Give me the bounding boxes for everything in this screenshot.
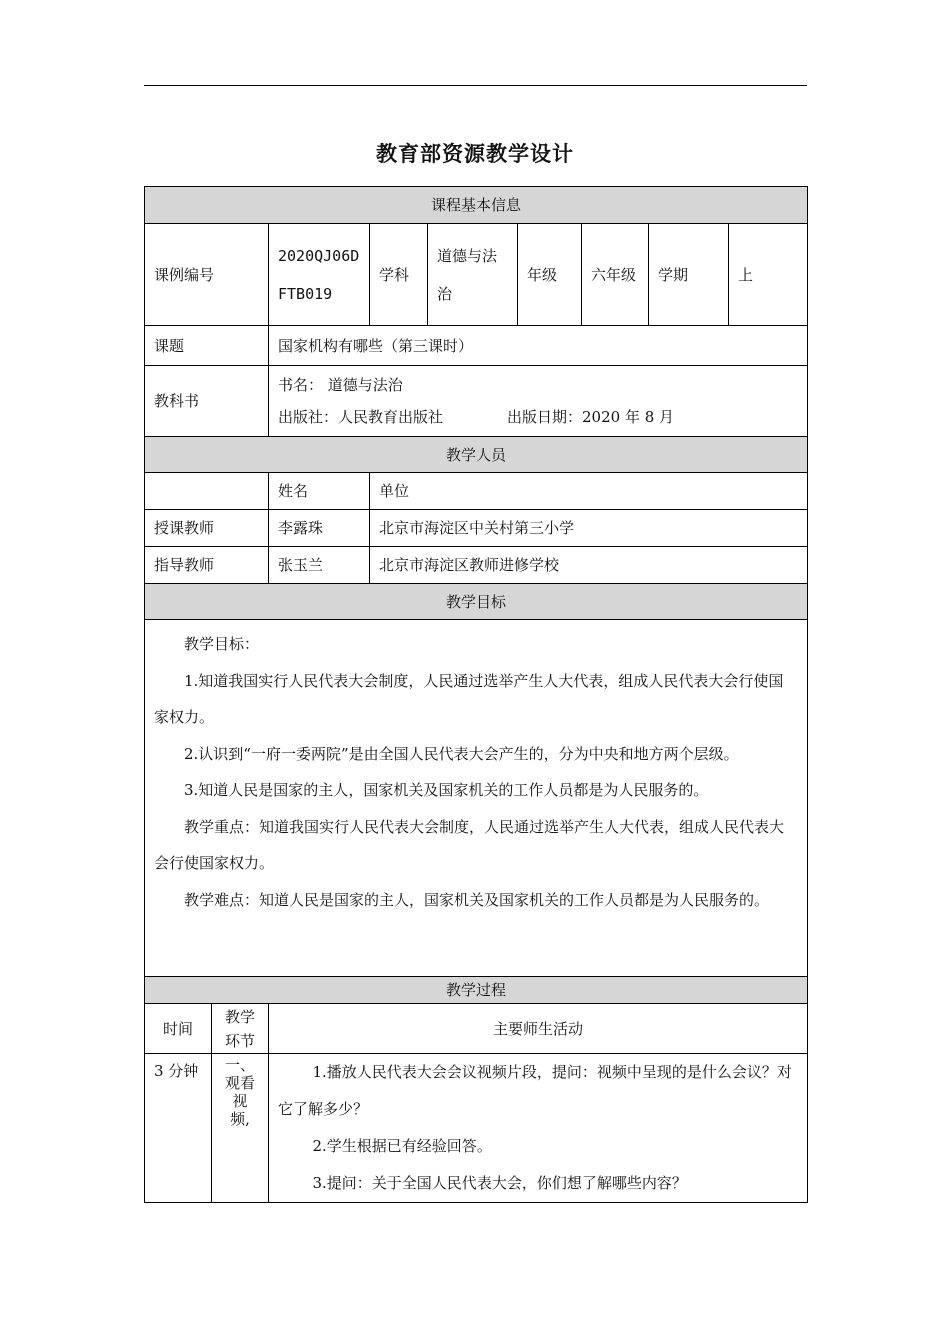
staff-name-header: 姓名 [269, 473, 370, 510]
process-activities [269, 1054, 808, 1203]
term-label: 学期 [649, 224, 729, 326]
textbook-label: 教科书 [145, 366, 269, 437]
lesson-plan-table [144, 186, 808, 1203]
difficulty: 教学难点：知道人民是国家的主人，国家机关及国家机关的工作人员都是为人民服务的。 [184, 890, 770, 909]
stage-line: 频, [230, 1110, 250, 1128]
header-rule [144, 85, 807, 86]
topic-value: 国家机构有哪些（第三课时） [269, 326, 808, 366]
process-stage [212, 1054, 269, 1203]
activity-item: 3.提问：关于全国人民代表大会，你们想了解哪些内容？ [312, 1174, 687, 1192]
document-title: 教育部资源教学设计 [376, 141, 574, 166]
activity-header: 主要师生活动 [269, 1004, 808, 1054]
term-value: 上 [729, 224, 808, 326]
staff-empty-header [145, 473, 269, 510]
grade-value: 六年级 [582, 224, 649, 326]
case-no-value [269, 224, 370, 326]
process-time: 3 分钟 [145, 1054, 212, 1203]
activity-item: 2.学生根据已有经验回答。 [312, 1137, 492, 1155]
key-point: 教学重点：知道我国实行人民代表大会制度，人民通过选举产生人大代表，组成人民代表大会行使国家权力。 [154, 817, 785, 872]
activity-item: 1.播放人民代表大会会议视频片段，提问：视频中呈现的是什么会议？对它了解多少？ [278, 1063, 792, 1118]
staff-role: 指导教师 [145, 547, 269, 584]
goal-item: 3.知道人民是国家的主人，国家机关及国家机关的工作人员都是为人民服务的。 [184, 781, 709, 799]
staff-unit: 北京市海淀区中关村第三小学 [370, 510, 808, 547]
staff-row [145, 547, 808, 584]
stage-header-line-2: 环节 [224, 1031, 255, 1050]
subject-label: 学科 [370, 224, 428, 326]
goal-item: 1.知道我国实行人民代表大会制度，人民通过选举产生人大代表，组成人民代表大会行使国家权力。 [154, 671, 784, 726]
stage-line: 视 [232, 1092, 248, 1110]
case-no-line-1: 2020QJ06D [278, 246, 360, 265]
staff-role: 授课教师 [145, 510, 269, 547]
subject-line-1: 道德与法 [437, 246, 498, 265]
publisher: 出版社：人民教育出版社 [278, 408, 444, 426]
time-header: 时间 [145, 1004, 212, 1054]
case-no-label: 课例编号 [145, 224, 269, 326]
stage-line: 一、 [224, 1056, 255, 1074]
goal-item: 2.认识到“一府一委两院”是由全国人民代表大会产生的，分为中央和地方两个层级。 [184, 744, 739, 763]
staff-name: 李露珠 [269, 510, 370, 547]
stage-header [212, 1004, 269, 1054]
section-staff: 教学人员 [145, 437, 808, 473]
publish-date: 出版日期：2020 年 8 月 [507, 408, 675, 426]
stage-header-line-1: 教学 [224, 1007, 255, 1026]
textbook-info [269, 366, 808, 437]
case-no-line-2: FTB019 [278, 284, 333, 303]
stage-line: 观看 [224, 1074, 255, 1092]
staff-name: 张玉兰 [269, 547, 370, 584]
staff-unit-header: 单位 [370, 473, 808, 510]
grade-label: 年级 [518, 224, 582, 326]
topic-label: 课题 [145, 326, 269, 366]
section-goals: 教学目标 [145, 584, 808, 620]
staff-row [145, 510, 808, 547]
subject-line-2: 治 [437, 284, 453, 303]
section-basic-info: 课程基本信息 [145, 187, 808, 224]
subject-value [428, 224, 518, 326]
goals-content [145, 620, 808, 977]
section-process: 教学过程 [145, 977, 808, 1004]
goals-intro: 教学目标： [184, 635, 260, 653]
book-name: 书名： 道德与法治 [278, 376, 403, 394]
publisher-line [278, 401, 798, 433]
staff-unit: 北京市海淀区教师进修学校 [370, 547, 808, 584]
